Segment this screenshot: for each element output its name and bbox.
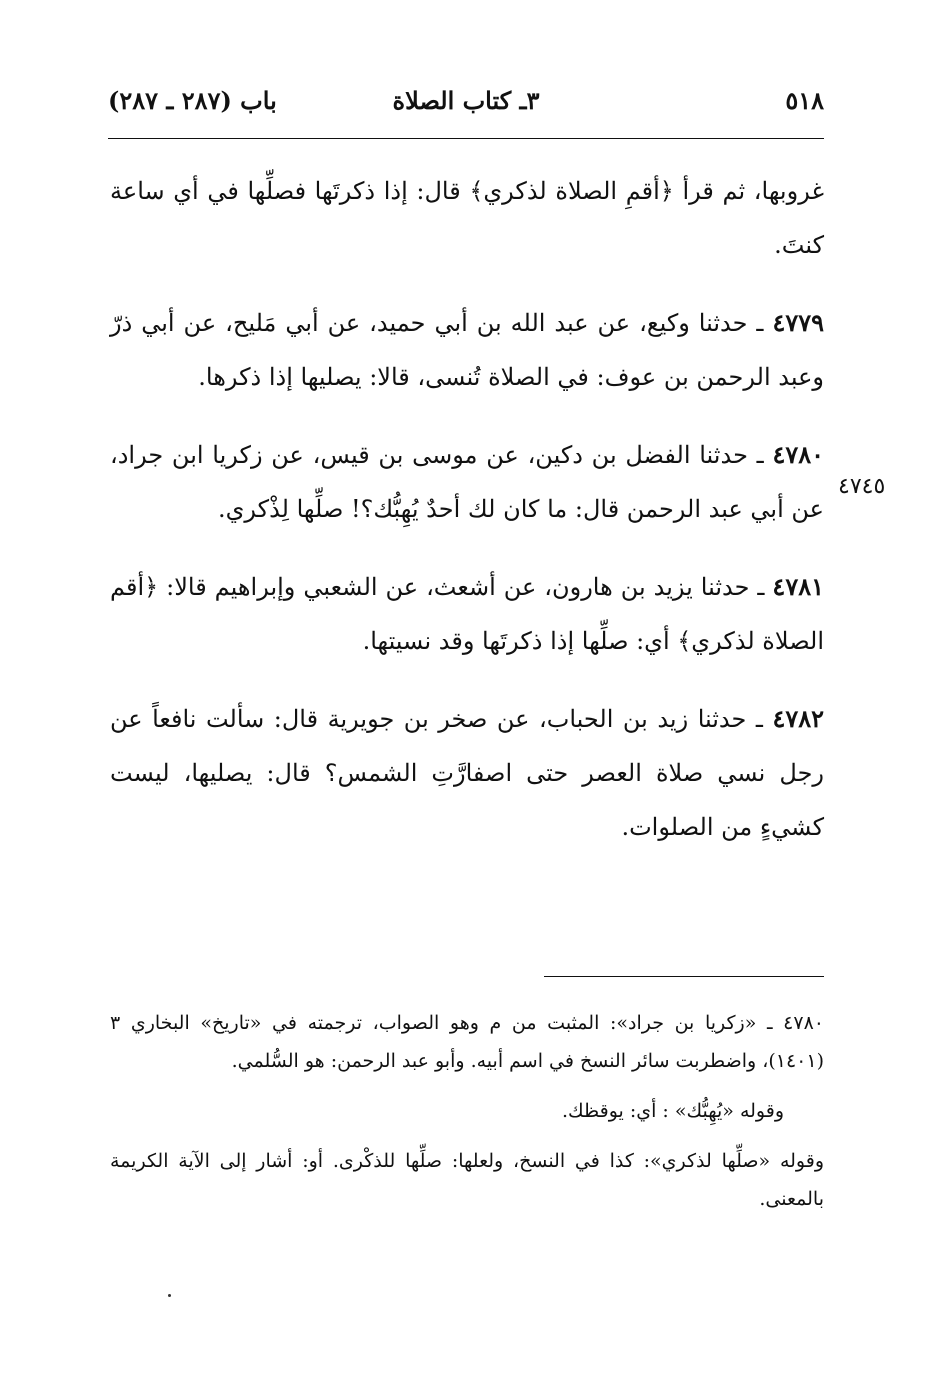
hadith-number: ٤٧٨٠ (772, 440, 824, 469)
continuation-paragraph: غروبها، ثم قرأ ﴿أقمِ الصلاة لذكري﴾ قال: إذا ذكرتَها فصلِّها في أي ساعة كنتَ. (110, 177, 824, 259)
hadith-text: ـ حدثنا الفضل بن دكين، عن موسى بن قيس، عن زكريا ابن جراد، عن أبي عبد الرحمن قال: ما كان لك أحدٌ يُهِبُّك؟! صلِّها لِذْكري. (110, 441, 824, 523)
hadith-number: ٤٧٨١ (772, 572, 824, 601)
margin-reference-number: ٤٧٤٥ (838, 474, 886, 499)
footnote-1: ٤٧٨٠ ـ «زكريا بن جراد»: المثبت من م وهو الصواب، ترجمته في «تاريخ» البخاري ٣ (١٤٠١)، واضطربت سائر النسخ في اسم أبيه. وأبو عبد الرحمن: هو السُّلمي. (110, 1012, 824, 1072)
footnote-3: وقوله «صلِّها لذكري»: كذا في النسخ، ولعلها: صلِّها للذكْرى. أو: أشار إلى الآية الكريمة بالمعنى. (110, 1150, 824, 1210)
page-header (108, 86, 824, 126)
book-title: ٣ـ كتاب الصلاة (392, 86, 540, 115)
page-speck (168, 1294, 171, 1297)
hadith-number: ٤٧٨٢ (772, 704, 824, 733)
hadith-text: ـ حدثنا زيد بن الحباب، عن صخر بن جويرية قال: سألت نافعاً عن رجل نسي صلاة العصر حتى اصفارَّتِ الشمس؟ قال: يصليها، ليست كشيءٍ من الصلوات. (110, 705, 824, 841)
footnote-2: وقوله «يُهِبُّك» : أي: يوقظك. (561, 1100, 784, 1122)
hadith-number: ٤٧٧٩ (772, 308, 824, 337)
footnote-divider (544, 976, 824, 977)
chapter-title: باب (٢٨٧ ـ ٢٨٧) (108, 86, 277, 115)
main-text (110, 164, 824, 854)
page-number: ٥١٨ (785, 86, 824, 115)
hadith-text: ـ حدثنا يزيد بن هارون، عن أشعث، عن الشعبي وإبراهيم قالا: ﴿أقم الصلاة لذكري﴾ أي: صلِّها إذا ذكرتَها وقد نسيتها. (110, 573, 824, 655)
hadith-4780 (110, 428, 824, 536)
hadith-4782 (110, 692, 824, 854)
header-divider (108, 138, 824, 139)
hadith-4781 (110, 560, 824, 668)
hadith-text: ـ حدثنا وكيع، عن عبد الله بن أبي حميد، عن أبي مَليح، عن أبي ذرّ وعبد الرحمن بن عوف: في الصلاة تُنسى، قالا: يصليها إذا ذكرها. (110, 309, 824, 391)
hadith-4779 (110, 296, 824, 404)
footnotes (110, 1004, 824, 1230)
